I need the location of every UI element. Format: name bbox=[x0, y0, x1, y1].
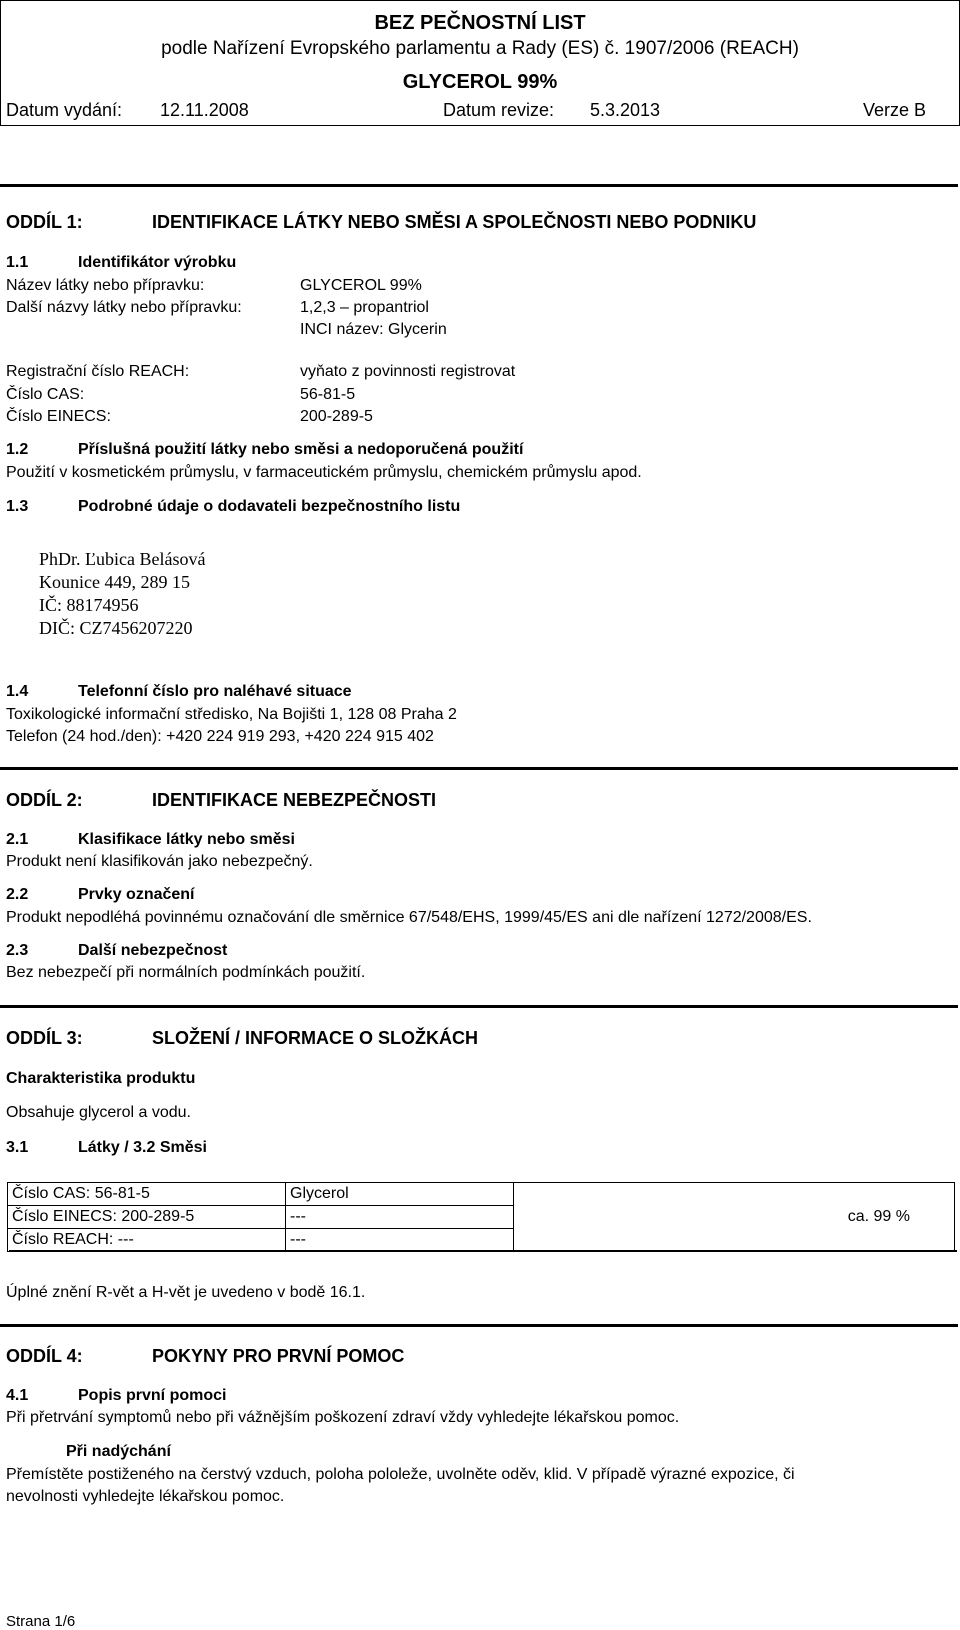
emergency-phone-text: Telefon (24 hod./den): +420 224 919 293, +420 224 915 402 bbox=[6, 728, 434, 745]
supplier-name: PhDr. Ľubica Belásová bbox=[39, 549, 206, 569]
section-4-title: POKYNY PRO PRVNÍ POMOC bbox=[152, 1346, 405, 1366]
composition-table bbox=[7, 1182, 955, 1252]
regulation-subtitle: podle Nařízení Evropského parlamentu a Rady (ES) č. 1907/2006 (REACH) bbox=[161, 38, 799, 59]
section-4-number: ODDÍL 4: bbox=[6, 1346, 83, 1366]
section-3-title: SLOŽENÍ / INFORMACE O SLOŽKÁCH bbox=[152, 1028, 478, 1048]
subsection-1-2-title: Příslušná použití látky nebo směsi a nedoporučená použití bbox=[78, 441, 524, 458]
other-names-value: 1,2,3 – propantriol bbox=[300, 299, 429, 316]
subsection-1-1-number: 1.1 bbox=[6, 254, 29, 271]
product-name: GLYCEROL 99% bbox=[402, 71, 558, 93]
reach-number-label: Registrační číslo REACH: bbox=[6, 363, 190, 380]
section-divider bbox=[0, 184, 958, 187]
subsection-4-1-title: Popis první pomoci bbox=[78, 1387, 227, 1404]
revision-date-label: Datum revize: bbox=[443, 100, 555, 120]
section-1-title: IDENTIFIKACE LÁTKY NEBO SMĚSI A SPOLEČNOSTI NEBO PODNIKU bbox=[152, 212, 757, 232]
cas-number-value: 56-81-5 bbox=[300, 386, 356, 403]
subsection-1-3-number: 1.3 bbox=[6, 498, 29, 515]
r-h-phrases-note: Úplné znění R-vět a H-vět je uvedeno v bodě 16.1. bbox=[6, 1284, 366, 1301]
classification-text: Produkt není klasifikován jako nebezpečný. bbox=[6, 853, 313, 870]
revision-date: 5.3.2013 bbox=[590, 100, 661, 120]
table-row bbox=[8, 1183, 955, 1206]
section-2-number: ODDÍL 2: bbox=[6, 790, 83, 810]
inhalation-title: Při nadýchání bbox=[66, 1443, 171, 1460]
product-characteristics-text: Obsahuje glycerol a vodu. bbox=[6, 1104, 191, 1121]
document-title: BEZ PEČNOSTNÍ LIST bbox=[374, 12, 586, 34]
subsection-2-1-number: 2.1 bbox=[6, 831, 29, 848]
inhalation-text-line-2: nevolnosti vyhledejte lékařskou pomoc. bbox=[6, 1488, 285, 1505]
subsection-1-1-title: Identifikátor výrobku bbox=[78, 254, 237, 271]
reach-number-value: vyňato z povinnosti registrovat bbox=[300, 363, 516, 380]
section-divider bbox=[0, 1324, 958, 1327]
subsection-3-1-title: Látky / 3.2 Směsi bbox=[78, 1139, 207, 1156]
issue-date: 12.11.2008 bbox=[160, 100, 249, 120]
page-number: Strana 1/6 bbox=[6, 1613, 76, 1630]
inhalation-text-line-1: Přemístěte postiženého na čerstvý vzduch, poloha pololeže, uvolněte oděv, klid. V případě výrazné expozice, či bbox=[6, 1466, 795, 1483]
other-names-label: Další názvy látky nebo přípravku: bbox=[6, 299, 242, 316]
supplier-ic: IČ: 88174956 bbox=[39, 595, 139, 615]
toxicology-center-text: Toxikologické informační středisko, Na Bojišti 1, 128 08 Praha 2 bbox=[6, 706, 457, 723]
first-aid-general-text: Při přetrvání symptomů nebo při vážnějším poškození zdraví vždy vyhledejte lékařskou pomoc. bbox=[6, 1409, 680, 1426]
subsection-2-1-title: Klasifikace látky nebo směsi bbox=[78, 831, 295, 848]
table-cell-identifier: Číslo EINECS: 200-289-5 bbox=[8, 1206, 286, 1229]
substance-name-label: Název látky nebo přípravku: bbox=[6, 277, 205, 294]
einecs-number-label: Číslo EINECS: bbox=[6, 408, 111, 425]
table-cell-concentration: ca. 99 % bbox=[514, 1183, 955, 1252]
table-cell-name: --- bbox=[286, 1229, 514, 1252]
table-cell-name: --- bbox=[286, 1206, 514, 1229]
subsection-1-4-number: 1.4 bbox=[6, 683, 29, 700]
subsection-3-1-number: 3.1 bbox=[6, 1139, 29, 1156]
table-cell-identifier: Číslo CAS: 56-81-5 bbox=[8, 1183, 286, 1206]
subsection-1-4-title: Telefonní číslo pro naléhavé situace bbox=[78, 683, 352, 700]
table-cell-name: Glycerol bbox=[286, 1183, 514, 1206]
subsection-2-2-title: Prvky označení bbox=[78, 886, 195, 903]
version-label: Verze B bbox=[863, 100, 927, 120]
einecs-number-value: 200-289-5 bbox=[300, 408, 373, 425]
section-divider bbox=[0, 1005, 958, 1008]
subsection-4-1-number: 4.1 bbox=[6, 1387, 29, 1404]
section-1-number: ODDÍL 1: bbox=[6, 212, 83, 232]
labelling-text: Produkt nepodléhá povinnému označování dle směrnice 67/548/EHS, 1999/45/ES ani dle nařízení 1272/2008/ES. bbox=[6, 909, 812, 926]
supplier-dic: DIČ: CZ7456207220 bbox=[39, 618, 193, 638]
table-cell-identifier: Číslo REACH: --- bbox=[8, 1229, 286, 1252]
inci-name-value: INCI název: Glycerin bbox=[300, 321, 447, 338]
product-characteristics-title: Charakteristika produktu bbox=[6, 1070, 196, 1087]
subsection-2-2-number: 2.2 bbox=[6, 886, 29, 903]
section-2-title: IDENTIFIKACE NEBEZPEČNOSTI bbox=[152, 790, 437, 810]
supplier-address: Kounice 449, 289 15 bbox=[39, 572, 190, 592]
other-hazards-text: Bez nebezpečí při normálních podmínkách použití. bbox=[6, 964, 366, 981]
subsection-1-3-title: Podrobné údaje o dodavateli bezpečnostního listu bbox=[78, 498, 461, 515]
substance-name-value: GLYCEROL 99% bbox=[300, 277, 422, 294]
subsection-1-2-number: 1.2 bbox=[6, 441, 29, 458]
section-divider bbox=[0, 767, 958, 770]
section-3-number: ODDÍL 3: bbox=[6, 1028, 83, 1048]
subsection-2-3-title: Další nebezpečnost bbox=[78, 942, 228, 959]
issue-date-label: Datum vydání: bbox=[6, 100, 123, 120]
cas-number-label: Číslo CAS: bbox=[6, 386, 85, 403]
subsection-2-3-number: 2.3 bbox=[6, 942, 29, 959]
intended-use-text: Použití v kosmetickém průmyslu, v farmaceutickém průmyslu, chemickém průmyslu apod. bbox=[6, 464, 642, 481]
